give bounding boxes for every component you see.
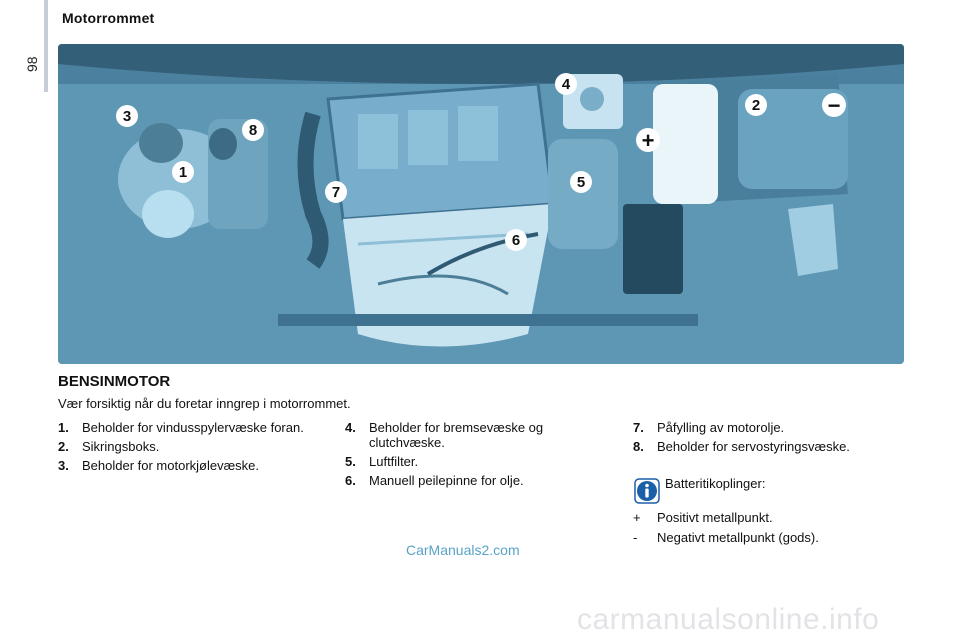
callout-2 [745,94,767,116]
terminal-text: Positivt metallpunkt. [657,510,773,525]
item-list-col2 [345,420,590,492]
callout-4-label: 4 [561,76,571,93]
callout-7-label: 7 [331,184,341,201]
item-number: 1. [58,420,69,435]
item-list-col1 [58,420,308,477]
terminal-text: Negativt metallpunkt (gods). [657,530,819,545]
callout-6 [505,229,527,251]
watermark-link[interactable]: CarManuals2.com [406,542,520,558]
info-icon [634,478,660,504]
item-list-col3 [633,420,903,458]
list-item [633,439,903,454]
item-text: Sikringsboks. [82,439,160,454]
callout-7 [325,181,347,203]
callout-5 [570,171,592,193]
list-item [633,420,903,435]
engine-figure [58,44,904,364]
item-text: Beholder for vindusspylervæske foran. [82,420,304,435]
callout-4 [555,73,577,95]
item-text: Manuell peilepinne for olje. [369,473,524,488]
item-text: Luftfilter. [369,454,419,469]
callout-1-label: 1 [178,164,188,181]
item-number: 6. [345,473,356,488]
sidebar-line [44,0,48,92]
section-title: Motorrommet [62,10,155,26]
callout-3 [116,105,138,127]
list-item [58,420,308,435]
page-number: 98 [24,56,40,72]
callout-6-label: 6 [511,232,521,249]
battery-connection-list [633,510,913,550]
callout-8 [242,119,264,141]
item-number: 2. [58,439,69,454]
item-number: 3. [58,458,69,473]
list-item [345,473,590,488]
intro-text: Vær forsiktig når du foretar inngrep i motorrommet. [58,396,351,411]
callout-2-label: 2 [751,97,761,114]
item-number: 4. [345,420,356,435]
list-item [345,420,590,450]
callout-1 [172,161,194,183]
watermark-large: carmanualsonline.info [577,603,880,636]
item-text: Påfylling av motorolje. [657,420,785,435]
callout-5-label: 5 [576,174,586,191]
item-text: Beholder for bremsevæske og clutchvæske. [369,420,544,450]
list-item [345,454,590,469]
battery-minus-label: − [827,93,841,118]
list-item [633,510,913,525]
item-text: Beholder for servostyringsvæske. [657,439,850,454]
list-item [58,458,308,473]
terminal-symbol: + [633,510,641,525]
battery-plus-label: + [641,128,655,153]
item-text: Beholder for motorkjølevæske. [82,458,260,473]
list-item [58,439,308,454]
item-number: 8. [633,439,644,454]
battery-connections-title: Batteritikoplinger: [665,476,766,491]
callout-8-label: 8 [248,122,258,139]
item-number: 7. [633,420,644,435]
engine-illustration [58,44,904,364]
list-item [633,530,913,545]
callout-3-label: 3 [122,108,132,125]
terminal-symbol: - [633,530,638,545]
engine-heading: BENSINMOTOR [58,373,171,390]
item-number: 5. [345,454,356,469]
